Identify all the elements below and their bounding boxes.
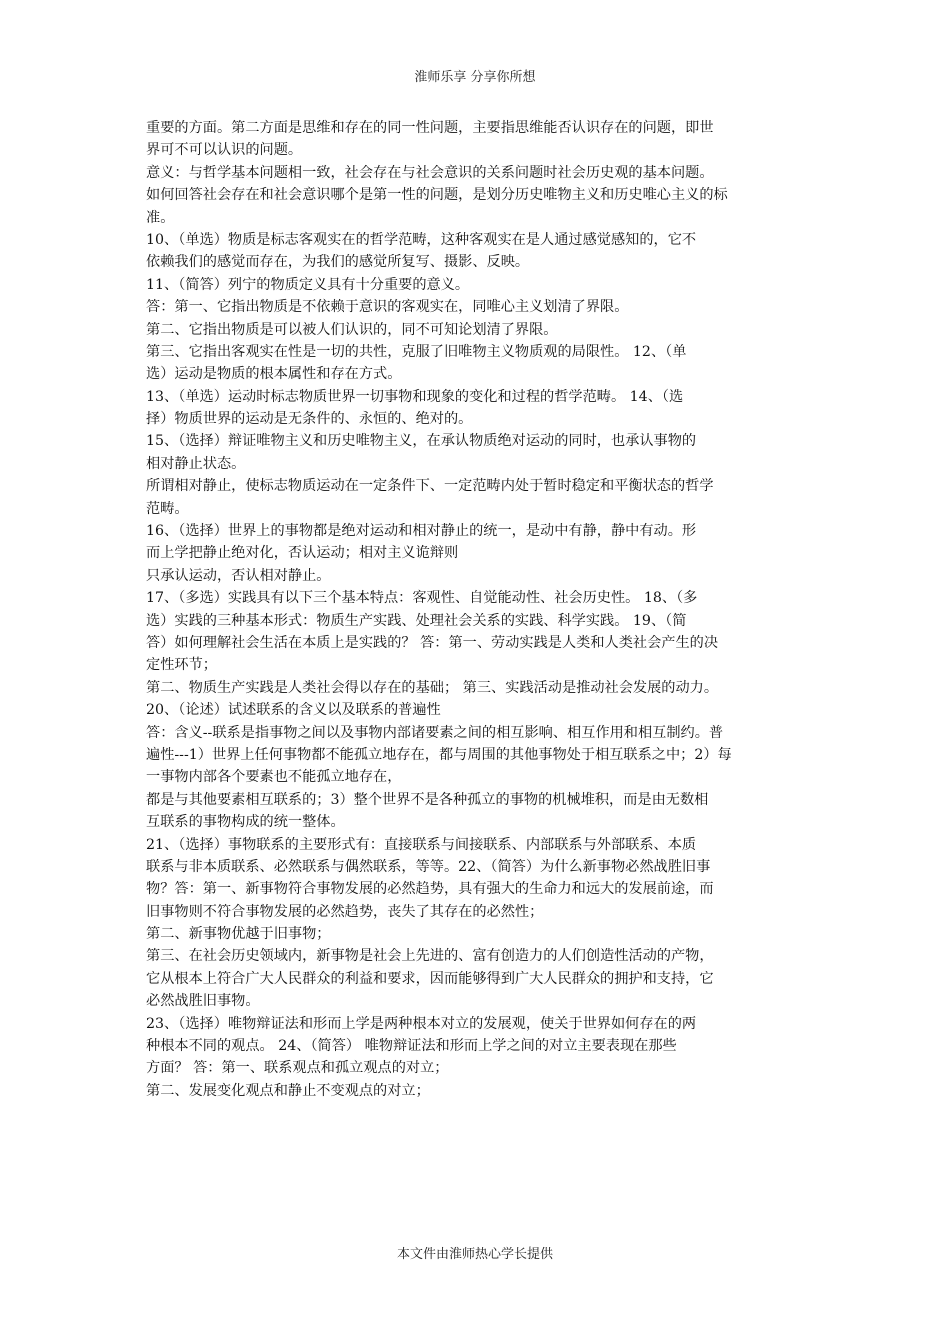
text-line: 如何回答社会存在和社会意识哪个是第一性的问题，是划分历史唯物主义和历史唯心主义的标: [146, 187, 728, 204]
text-line: 17、（多选）实践具有以下三个基本特点：客观性、自觉能动性、社会历史性。 18、（多: [146, 590, 698, 607]
text-line: 第三、它指出客观实在性是一切的共性，克服了旧唯物主义物质观的局限性。 12、（单: [146, 343, 687, 360]
text-line: 依赖我们的感觉而存在，为我们的感觉所复写、摄影、反映。: [146, 254, 530, 271]
text-line: 答：含义--联系是指事物之间以及事物内部诸要素之间的相互影响、相互作用和相互制约。普: [146, 724, 724, 741]
text-line: 范畴。: [146, 500, 189, 517]
text-line: 第二、发展变化观点和静止不变观点的对立；: [146, 1082, 430, 1099]
text-line: 13、（单选）运动时标志物质世界一切事物和现象的变化和过程的哲学范畴。 14、（选: [146, 388, 684, 405]
text-line: 意义：与哲学基本问题相一致，社会存在与社会意识的关系问题时社会历史观的基本问题。: [146, 164, 714, 181]
text-line: 只承认运动，否认相对静止。: [146, 567, 331, 584]
text-line: 准。: [146, 209, 175, 226]
text-line: 选）运动是物质的根本属性和存在方式。: [146, 366, 402, 383]
text-line: 11、（简答）列宁的物质定义具有十分重要的意义。: [146, 276, 470, 293]
text-line: 相对静止状态。: [146, 455, 246, 472]
text-line: 23、（选择）唯物辩证法和形而上学是两种根本对立的发展观，使关于世界如何存在的两: [146, 1015, 697, 1032]
text-line: 种根本不同的观点。 24、（简答） 唯物辩证法和形而上学之间的对立主要表现在那些: [146, 1038, 677, 1055]
text-line: 重要的方面。第二方面是思维和存在的同一性问题，主要指思维能否认识存在的问题，即世: [146, 120, 714, 136]
text-line: 互联系的事物构成的统一整体。: [146, 814, 345, 831]
text-line: 物？答：第一、新事物符合事物发展的必然趋势，具有强大的生命力和远大的发展前途，而: [146, 881, 714, 898]
text-line: 而上学把静止绝对化，否认运动；相对主义诡辩则: [146, 545, 459, 562]
text-line: 选）实践的三种基本形式：物质生产实践、处理社会关系的实践、科学实践。 19、（简: [146, 612, 687, 629]
text-line: 第三、在社会历史领域内，新事物是社会上先进的、富有创造力的人们创造性活动的产物，: [146, 948, 714, 965]
text-line: 界可不可以认识的问题。: [146, 142, 303, 159]
text-line: 第二、它指出物质是可以被人们认识的，同不可知论划清了界限。: [146, 321, 558, 338]
text-line: 定性环节；: [146, 657, 217, 674]
text-line: 21、（选择）事物联系的主要形式有：直接联系与间接联系、内部联系与外部联系、本质: [146, 836, 697, 853]
text-line: 第二、物质生产实践是人类社会得以存在的基础； 第三、实践活动是推动社会发展的动力。: [146, 679, 719, 696]
text-line: 必然战胜旧事物。: [146, 993, 260, 1010]
page-header: 淮师乐享 分享你所想: [414, 70, 536, 85]
text-line: 它从根本上符合广大人民群众的利益和要求，因而能够得到广大人民群众的拥护和支持，它: [146, 970, 714, 987]
text-line: 16、（选择）世界上的事物都是绝对运动和相对静止的统一，是动中有静，静中有动。形: [146, 523, 697, 540]
text-line: 联系与非本质联系、必然联系与偶然联系，等等。22、（简答）为什么新事物必然战胜旧事: [146, 858, 711, 875]
text-line: 所谓相对静止，使标志物质运动在一定条件下、一定范畴内处于暂时稳定和平衡状态的哲学: [146, 478, 714, 495]
text-line: 一事物内部各个要素也不能孤立地存在，: [146, 769, 402, 786]
text-line: 旧事物则不符合事物发展的必然趋势，丧失了其存在的必然性；: [146, 903, 544, 920]
text-line: 20、（论述）试述联系的含义以及联系的普遍性: [146, 702, 441, 719]
text-line: 都是与其他要素相互联系的；3）整个世界不是各种孤立的事物的机械堆积，而是由无数相: [146, 791, 709, 808]
document-body: [146, 117, 826, 1102]
text-line: 15、（选择）辩证唯物主义和历史唯物主义，在承认物质绝对运动的同时，也承认事物的: [146, 433, 697, 450]
page-footer: 本文件由淮师热心学长提供: [396, 1247, 553, 1262]
text-line: 答：第一、它指出物质是不依赖于意识的客观实在，同唯心主义划清了界限。: [146, 299, 629, 316]
text-line: 答）如何理解社会生活在本质上是实践的？ 答：第一、劳动实践是人类和人类社会产生的决: [146, 634, 719, 651]
text-line: 方面？ 答：第一、联系观点和孤立观点的对立；: [146, 1060, 449, 1077]
text-line: 遍性---1）世界上任何事物都不能孤立地存在，都与周围的其他事物处于相互联系之中；2）每: [146, 746, 732, 763]
text-line: 10、（单选）物质是标志客观实在的哲学范畴，这种客观实在是人通过感觉感知的，它不: [146, 231, 697, 248]
text-line: 第二、新事物优越于旧事物；: [146, 926, 331, 943]
text-line: 择）物质世界的运动是无条件的、永恒的、绝对的。: [146, 411, 473, 428]
